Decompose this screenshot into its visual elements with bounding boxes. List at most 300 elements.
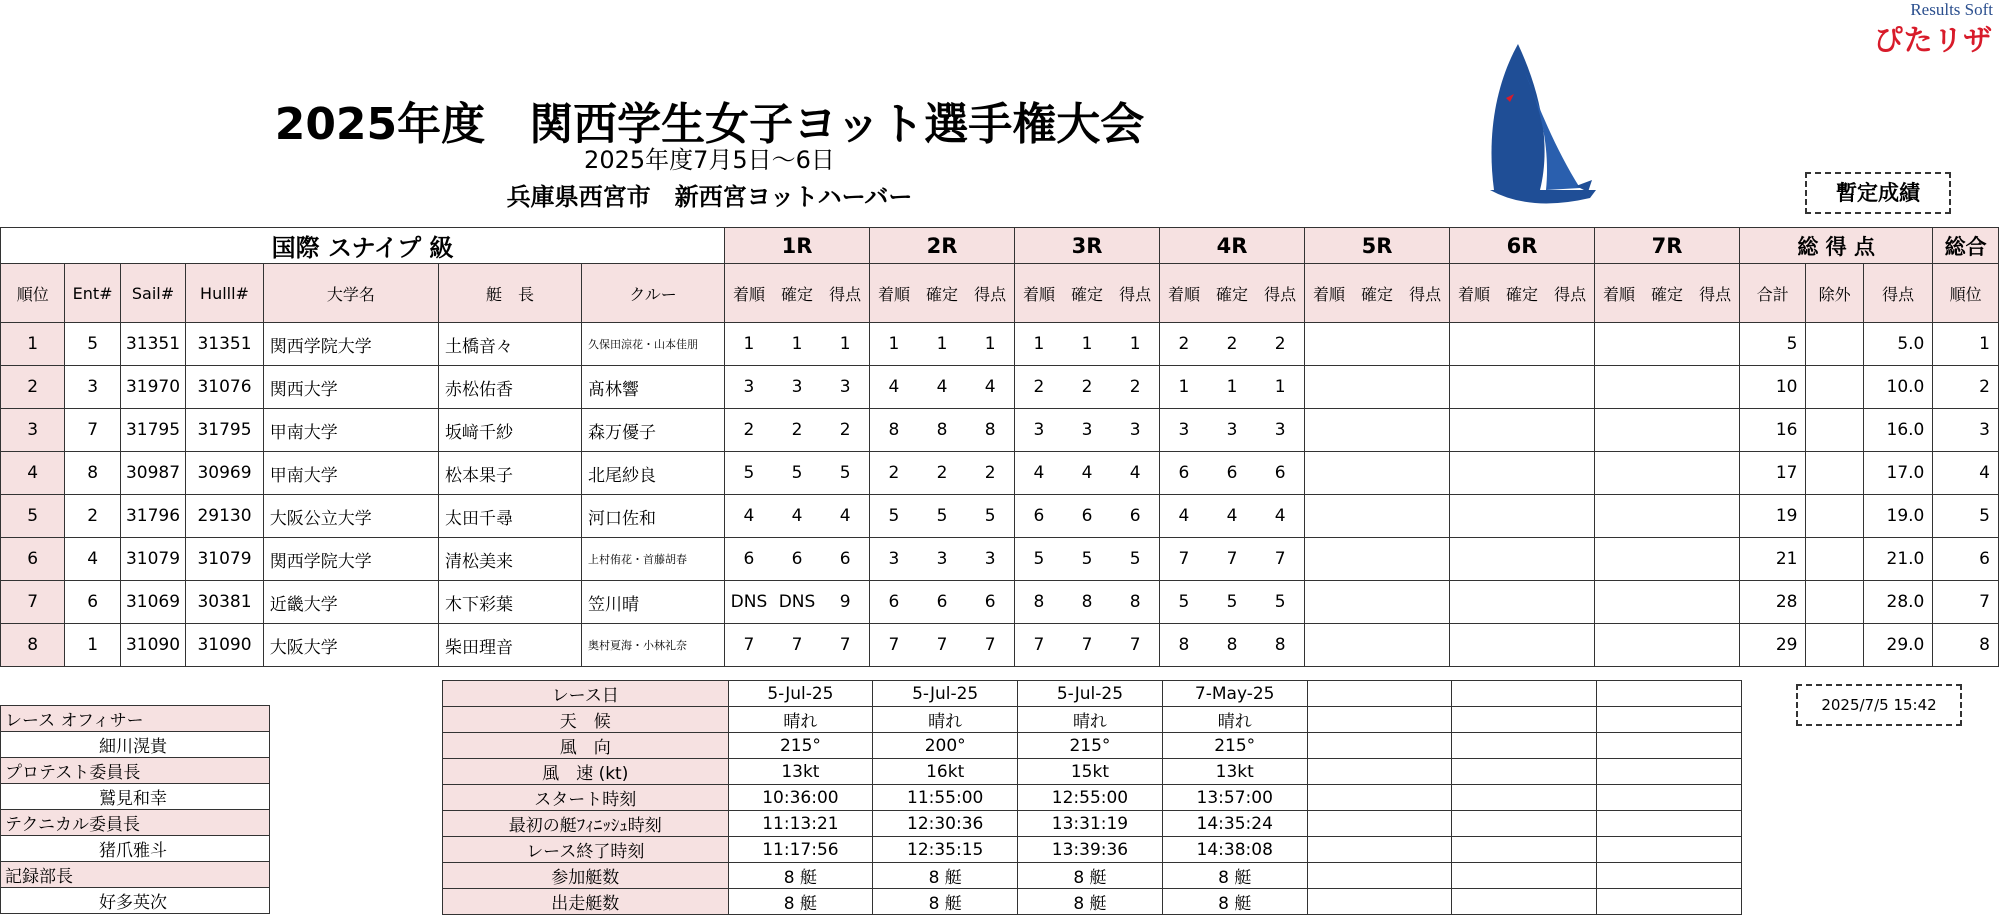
race-1-confirmed: 6 bbox=[773, 538, 821, 581]
race-2-finish: 2 bbox=[870, 452, 918, 495]
race-4-finish: 8 bbox=[1160, 624, 1208, 667]
race-3-finish: 6 bbox=[1015, 495, 1063, 538]
race-3-points: 4 bbox=[1111, 452, 1159, 495]
race-1-confirmed: DNS bbox=[773, 581, 821, 624]
race-info-value bbox=[1307, 863, 1452, 889]
race-info-value: 8 艇 bbox=[728, 889, 873, 915]
total-excluded bbox=[1806, 323, 1863, 366]
hull-number: 31795 bbox=[186, 409, 264, 452]
race-6-finish bbox=[1450, 495, 1498, 538]
skipper: 柴田理音 bbox=[438, 624, 581, 667]
race-5-points bbox=[1401, 624, 1449, 667]
col-header-r4-points: 得点 bbox=[1256, 264, 1304, 323]
race-7-points bbox=[1691, 538, 1739, 581]
race-2-points: 2 bbox=[966, 452, 1014, 495]
col-header-excluded: 除外 bbox=[1806, 264, 1863, 323]
race-2-finish: 4 bbox=[870, 366, 918, 409]
race-3-confirmed: 6 bbox=[1063, 495, 1111, 538]
entry-number: 8 bbox=[65, 452, 120, 495]
race-info-value bbox=[1597, 785, 1742, 811]
col-header-hull: Hulll# bbox=[186, 264, 264, 323]
race-header-5r: 5R bbox=[1305, 228, 1450, 264]
race-info-value bbox=[1307, 707, 1452, 733]
race-3-confirmed: 1 bbox=[1063, 323, 1111, 366]
rank: 8 bbox=[1, 624, 65, 667]
race-6-finish bbox=[1450, 409, 1498, 452]
race-4-confirmed: 2 bbox=[1208, 323, 1256, 366]
crew: 森万優子 bbox=[581, 409, 724, 452]
race-3-points: 3 bbox=[1111, 409, 1159, 452]
crew: 北尾紗良 bbox=[581, 452, 724, 495]
race-info-value: 8 艇 bbox=[1162, 889, 1307, 915]
race-info-value: 8 艇 bbox=[873, 863, 1018, 889]
col-header-r6-points: 得点 bbox=[1546, 264, 1594, 323]
race-info-row bbox=[443, 837, 1742, 863]
race-info-value bbox=[1452, 863, 1597, 889]
race-6-confirmed bbox=[1498, 624, 1546, 667]
timestamp-badge: 2025/7/5 15:42 bbox=[1796, 684, 1962, 726]
col-header-overall-rank: 順位 bbox=[1933, 264, 1999, 323]
race-6-points bbox=[1546, 581, 1594, 624]
university: 甲南大学 bbox=[263, 409, 438, 452]
race-5-finish bbox=[1305, 624, 1353, 667]
race-info-value: 晴れ bbox=[873, 707, 1018, 733]
race-info-table bbox=[442, 680, 1742, 915]
race-1-points: 2 bbox=[821, 409, 869, 452]
race-1-confirmed: 2 bbox=[773, 409, 821, 452]
race-2-confirmed: 2 bbox=[918, 452, 966, 495]
col-header-r2-finish: 着順 bbox=[870, 264, 918, 323]
race-1-points: 3 bbox=[821, 366, 869, 409]
entry-number: 7 bbox=[65, 409, 120, 452]
sail-number: 31069 bbox=[120, 581, 185, 624]
race-info-value: 215° bbox=[728, 733, 873, 759]
race-4-finish: 1 bbox=[1160, 366, 1208, 409]
total-sum: 29 bbox=[1740, 624, 1806, 667]
race-5-confirmed bbox=[1353, 366, 1401, 409]
race-info-value: 13:31:19 bbox=[1018, 811, 1163, 837]
race-1-confirmed: 7 bbox=[773, 624, 821, 667]
crew: 上村侑花・首藤胡春 bbox=[581, 538, 724, 581]
race-6-points bbox=[1546, 624, 1594, 667]
sail-number: 31970 bbox=[120, 366, 185, 409]
race-info-value: 11:13:21 bbox=[728, 811, 873, 837]
official-name: 好多英次 bbox=[1, 888, 270, 914]
race-5-finish bbox=[1305, 409, 1353, 452]
race-1-points: 7 bbox=[821, 624, 869, 667]
race-7-finish bbox=[1595, 538, 1643, 581]
race-5-points bbox=[1401, 495, 1449, 538]
race-5-points bbox=[1401, 366, 1449, 409]
race-info-value bbox=[1452, 759, 1597, 785]
race-7-points bbox=[1691, 495, 1739, 538]
race-3-points: 1 bbox=[1111, 323, 1159, 366]
overall-rank: 1 bbox=[1933, 323, 1999, 366]
race-6-points bbox=[1546, 409, 1594, 452]
col-header-r2-confirmed: 確定 bbox=[918, 264, 966, 323]
race-info-value bbox=[1307, 811, 1452, 837]
total-score: 29.0 bbox=[1863, 624, 1932, 667]
race-info-label: 風 向 bbox=[443, 733, 729, 759]
race-2-finish: 8 bbox=[870, 409, 918, 452]
total-excluded bbox=[1806, 495, 1863, 538]
race-1-points: 1 bbox=[821, 323, 869, 366]
race-5-finish bbox=[1305, 323, 1353, 366]
race-2-points: 3 bbox=[966, 538, 1014, 581]
official-role: 記録部長 bbox=[1, 862, 270, 888]
col-header-r1-finish: 着順 bbox=[725, 264, 773, 323]
col-header-score: 得点 bbox=[1863, 264, 1932, 323]
race-2-points: 7 bbox=[966, 624, 1014, 667]
race-5-confirmed bbox=[1353, 323, 1401, 366]
race-2-confirmed: 3 bbox=[918, 538, 966, 581]
race-1-finish: 5 bbox=[725, 452, 773, 495]
col-header-r3-finish: 着順 bbox=[1015, 264, 1063, 323]
rank: 5 bbox=[1, 495, 65, 538]
col-header-r3-confirmed: 確定 bbox=[1063, 264, 1111, 323]
race-7-confirmed bbox=[1643, 495, 1691, 538]
race-header-1r: 1R bbox=[725, 228, 870, 264]
total-excluded bbox=[1806, 409, 1863, 452]
race-info-value bbox=[1307, 759, 1452, 785]
race-info-value: 12:55:00 bbox=[1018, 785, 1163, 811]
col-header-r2-points: 得点 bbox=[966, 264, 1014, 323]
total-sum: 16 bbox=[1740, 409, 1806, 452]
race-3-confirmed: 2 bbox=[1063, 366, 1111, 409]
race-info-row bbox=[443, 707, 1742, 733]
race-header-6r: 6R bbox=[1450, 228, 1595, 264]
race-7-points bbox=[1691, 409, 1739, 452]
overall-rank: 6 bbox=[1933, 538, 1999, 581]
race-2-confirmed: 5 bbox=[918, 495, 966, 538]
race-6-points bbox=[1546, 452, 1594, 495]
race-1-confirmed: 1 bbox=[773, 323, 821, 366]
race-1-confirmed: 5 bbox=[773, 452, 821, 495]
race-info-label: 風 速 (kt) bbox=[443, 759, 729, 785]
race-info-value: 14:38:08 bbox=[1162, 837, 1307, 863]
race-6-confirmed bbox=[1498, 452, 1546, 495]
race-6-confirmed bbox=[1498, 538, 1546, 581]
race-7-finish bbox=[1595, 366, 1643, 409]
skipper: 坂﨑千紗 bbox=[438, 409, 581, 452]
total-excluded bbox=[1806, 581, 1863, 624]
race-2-finish: 3 bbox=[870, 538, 918, 581]
race-3-points: 6 bbox=[1111, 495, 1159, 538]
entry-number: 1 bbox=[65, 624, 120, 667]
race-info-label: 最初の艇ﾌｨﾆｯｼｭ時刻 bbox=[443, 811, 729, 837]
race-3-finish: 5 bbox=[1015, 538, 1063, 581]
race-6-finish bbox=[1450, 581, 1498, 624]
col-header-r4-finish: 着順 bbox=[1160, 264, 1208, 323]
event-venue: 兵庫県西宮市 新西宮ヨットハーバー bbox=[506, 183, 913, 211]
race-3-confirmed: 3 bbox=[1063, 409, 1111, 452]
race-info-label: 天 候 bbox=[443, 707, 729, 733]
race-4-confirmed: 4 bbox=[1208, 495, 1256, 538]
class-label: 国際 スナイプ 級 bbox=[1, 228, 725, 264]
race-6-confirmed bbox=[1498, 495, 1546, 538]
race-7-points bbox=[1691, 581, 1739, 624]
official-role: テクニカル委員長 bbox=[1, 810, 270, 836]
race-info-value: 8 艇 bbox=[1018, 863, 1163, 889]
university: 甲南大学 bbox=[263, 452, 438, 495]
col-header-university: 大学名 bbox=[263, 264, 438, 323]
race-info-value bbox=[1597, 811, 1742, 837]
race-3-finish: 8 bbox=[1015, 581, 1063, 624]
table-row bbox=[1, 452, 1999, 495]
race-7-confirmed bbox=[1643, 581, 1691, 624]
race-2-points: 4 bbox=[966, 366, 1014, 409]
race-2-confirmed: 7 bbox=[918, 624, 966, 667]
race-info-row bbox=[443, 811, 1742, 837]
race-1-finish: DNS bbox=[725, 581, 773, 624]
sail-number: 31079 bbox=[120, 538, 185, 581]
total-excluded bbox=[1806, 366, 1863, 409]
race-7-finish bbox=[1595, 581, 1643, 624]
col-header-ent: Ent# bbox=[65, 264, 120, 323]
total-score: 16.0 bbox=[1863, 409, 1932, 452]
rank: 2 bbox=[1, 366, 65, 409]
entry-number: 5 bbox=[65, 323, 120, 366]
race-2-confirmed: 8 bbox=[918, 409, 966, 452]
race-info-value: 13:57:00 bbox=[1162, 785, 1307, 811]
overall-rank: 8 bbox=[1933, 624, 1999, 667]
race-info-value bbox=[1597, 733, 1742, 759]
sail-number: 31090 bbox=[120, 624, 185, 667]
total-sum: 21 bbox=[1740, 538, 1806, 581]
race-2-finish: 7 bbox=[870, 624, 918, 667]
race-7-confirmed bbox=[1643, 452, 1691, 495]
total-excluded bbox=[1806, 624, 1863, 667]
race-7-finish bbox=[1595, 409, 1643, 452]
race-info-row bbox=[443, 759, 1742, 785]
race-6-finish bbox=[1450, 624, 1498, 667]
race-2-points: 6 bbox=[966, 581, 1014, 624]
status-badge: 暫定成績 bbox=[1805, 172, 1951, 214]
race-info-value bbox=[1452, 837, 1597, 863]
results-table bbox=[0, 227, 1999, 667]
total-score: 19.0 bbox=[1863, 495, 1932, 538]
race-4-points: 6 bbox=[1256, 452, 1304, 495]
total-sum: 17 bbox=[1740, 452, 1806, 495]
race-info-value bbox=[1307, 889, 1452, 915]
race-5-finish bbox=[1305, 538, 1353, 581]
race-5-confirmed bbox=[1353, 624, 1401, 667]
race-info-value: 8 艇 bbox=[1018, 889, 1163, 915]
crew: 河口佐和 bbox=[581, 495, 724, 538]
race-info-value: 晴れ bbox=[728, 707, 873, 733]
race-6-finish bbox=[1450, 538, 1498, 581]
race-3-finish: 3 bbox=[1015, 409, 1063, 452]
sail-number: 31351 bbox=[120, 323, 185, 366]
university: 関西学院大学 bbox=[263, 323, 438, 366]
university: 大阪大学 bbox=[263, 624, 438, 667]
hull-number: 31090 bbox=[186, 624, 264, 667]
race-5-points bbox=[1401, 581, 1449, 624]
race-header-4r: 4R bbox=[1160, 228, 1305, 264]
race-5-finish bbox=[1305, 452, 1353, 495]
race-1-finish: 1 bbox=[725, 323, 773, 366]
race-5-confirmed bbox=[1353, 409, 1401, 452]
race-5-points bbox=[1401, 409, 1449, 452]
race-1-finish: 2 bbox=[725, 409, 773, 452]
official-name: 細川滉貴 bbox=[1, 732, 270, 758]
race-info-value: 8 艇 bbox=[728, 863, 873, 889]
total-sum: 10 bbox=[1740, 366, 1806, 409]
race-info-value: 12:35:15 bbox=[873, 837, 1018, 863]
col-header-r6-finish: 着順 bbox=[1450, 264, 1498, 323]
race-6-confirmed bbox=[1498, 409, 1546, 452]
race-info-value: 11:17:56 bbox=[728, 837, 873, 863]
crew: 髙林響 bbox=[581, 366, 724, 409]
race-info-value bbox=[1452, 733, 1597, 759]
race-info-label: 参加艇数 bbox=[443, 863, 729, 889]
race-info-value bbox=[1452, 889, 1597, 915]
race-3-finish: 7 bbox=[1015, 624, 1063, 667]
officials-table bbox=[0, 705, 270, 914]
race-info-value: 7-May-25 bbox=[1162, 681, 1307, 707]
race-info-value: 8 艇 bbox=[1162, 863, 1307, 889]
race-7-confirmed bbox=[1643, 538, 1691, 581]
rank: 4 bbox=[1, 452, 65, 495]
brand-logo-text: ぴたリザ bbox=[1873, 23, 1993, 57]
race-7-points bbox=[1691, 366, 1739, 409]
race-info-label: 出走艇数 bbox=[443, 889, 729, 915]
race-3-confirmed: 4 bbox=[1063, 452, 1111, 495]
skipper: 松本果子 bbox=[438, 452, 581, 495]
hull-number: 30969 bbox=[186, 452, 264, 495]
total-sum: 5 bbox=[1740, 323, 1806, 366]
race-info-row bbox=[443, 863, 1742, 889]
table-row bbox=[1, 323, 1999, 366]
skipper: 太田千尋 bbox=[438, 495, 581, 538]
race-3-points: 5 bbox=[1111, 538, 1159, 581]
hull-number: 29130 bbox=[186, 495, 264, 538]
race-2-points: 8 bbox=[966, 409, 1014, 452]
race-2-finish: 6 bbox=[870, 581, 918, 624]
race-6-points bbox=[1546, 366, 1594, 409]
race-5-confirmed bbox=[1353, 452, 1401, 495]
col-header-r7-finish: 着順 bbox=[1595, 264, 1643, 323]
race-info-value bbox=[1452, 785, 1597, 811]
race-info-value bbox=[1597, 889, 1742, 915]
university: 関西学院大学 bbox=[263, 538, 438, 581]
overall-rank: 2 bbox=[1933, 366, 1999, 409]
col-header-r7-confirmed: 確定 bbox=[1643, 264, 1691, 323]
race-6-finish bbox=[1450, 452, 1498, 495]
sailboat-icon bbox=[1480, 40, 1600, 215]
hull-number: 31079 bbox=[186, 538, 264, 581]
hull-number: 31076 bbox=[186, 366, 264, 409]
race-2-confirmed: 1 bbox=[918, 323, 966, 366]
race-4-points: 5 bbox=[1256, 581, 1304, 624]
col-header-r1-points: 得点 bbox=[821, 264, 869, 323]
race-3-finish: 2 bbox=[1015, 366, 1063, 409]
race-info-value: 15kt bbox=[1018, 759, 1163, 785]
race-2-points: 1 bbox=[966, 323, 1014, 366]
race-info-value bbox=[1307, 785, 1452, 811]
race-4-finish: 7 bbox=[1160, 538, 1208, 581]
total-excluded bbox=[1806, 538, 1863, 581]
race-3-finish: 1 bbox=[1015, 323, 1063, 366]
race-info-row bbox=[443, 733, 1742, 759]
race-1-points: 5 bbox=[821, 452, 869, 495]
race-3-confirmed: 5 bbox=[1063, 538, 1111, 581]
university: 大阪公立大学 bbox=[263, 495, 438, 538]
race-6-confirmed bbox=[1498, 323, 1546, 366]
race-info-value bbox=[1307, 681, 1452, 707]
race-1-finish: 6 bbox=[725, 538, 773, 581]
brand-tagline: Results Soft bbox=[1910, 0, 1993, 19]
race-6-finish bbox=[1450, 366, 1498, 409]
sail-number: 31795 bbox=[120, 409, 185, 452]
official-role: レース オフィサー bbox=[1, 706, 270, 732]
race-4-finish: 2 bbox=[1160, 323, 1208, 366]
race-4-confirmed: 6 bbox=[1208, 452, 1256, 495]
hull-number: 31351 bbox=[186, 323, 264, 366]
table-row bbox=[1, 366, 1999, 409]
race-info-value: 200° bbox=[873, 733, 1018, 759]
race-4-finish: 6 bbox=[1160, 452, 1208, 495]
race-3-confirmed: 7 bbox=[1063, 624, 1111, 667]
race-info-value: 5-Jul-25 bbox=[873, 681, 1018, 707]
race-3-finish: 4 bbox=[1015, 452, 1063, 495]
col-header-sum: 合計 bbox=[1740, 264, 1806, 323]
race-7-finish bbox=[1595, 624, 1643, 667]
col-header-r7-points: 得点 bbox=[1691, 264, 1739, 323]
overall-rank: 3 bbox=[1933, 409, 1999, 452]
race-1-points: 6 bbox=[821, 538, 869, 581]
table-row bbox=[1, 624, 1999, 667]
table-row bbox=[1, 581, 1999, 624]
col-header-r1-confirmed: 確定 bbox=[773, 264, 821, 323]
race-info-value: 13kt bbox=[728, 759, 873, 785]
race-info-value: 10:36:00 bbox=[728, 785, 873, 811]
race-info-value: 13kt bbox=[1162, 759, 1307, 785]
total-header: 総 得 点 bbox=[1740, 228, 1933, 264]
race-3-points: 8 bbox=[1111, 581, 1159, 624]
race-3-confirmed: 8 bbox=[1063, 581, 1111, 624]
entry-number: 4 bbox=[65, 538, 120, 581]
entry-number: 3 bbox=[65, 366, 120, 409]
race-6-points bbox=[1546, 495, 1594, 538]
race-4-points: 1 bbox=[1256, 366, 1304, 409]
university: 関西大学 bbox=[263, 366, 438, 409]
total-score: 21.0 bbox=[1863, 538, 1932, 581]
overall-rank: 5 bbox=[1933, 495, 1999, 538]
overall-rank: 4 bbox=[1933, 452, 1999, 495]
race-5-confirmed bbox=[1353, 538, 1401, 581]
race-2-finish: 1 bbox=[870, 323, 918, 366]
col-header-r5-confirmed: 確定 bbox=[1353, 264, 1401, 323]
race-6-confirmed bbox=[1498, 366, 1546, 409]
race-7-finish bbox=[1595, 452, 1643, 495]
race-4-points: 4 bbox=[1256, 495, 1304, 538]
rank: 6 bbox=[1, 538, 65, 581]
race-4-finish: 3 bbox=[1160, 409, 1208, 452]
race-3-points: 2 bbox=[1111, 366, 1159, 409]
race-info-row bbox=[443, 681, 1742, 707]
race-info-value bbox=[1597, 837, 1742, 863]
race-info-value: 215° bbox=[1018, 733, 1163, 759]
race-6-points bbox=[1546, 538, 1594, 581]
race-info-value bbox=[1307, 733, 1452, 759]
col-header-skipper: 艇 長 bbox=[438, 264, 581, 323]
race-info-value bbox=[1307, 837, 1452, 863]
race-info-value: 11:55:00 bbox=[873, 785, 1018, 811]
race-info-value bbox=[1452, 707, 1597, 733]
official-name: 猪爪雅斗 bbox=[1, 836, 270, 862]
race-5-points bbox=[1401, 323, 1449, 366]
